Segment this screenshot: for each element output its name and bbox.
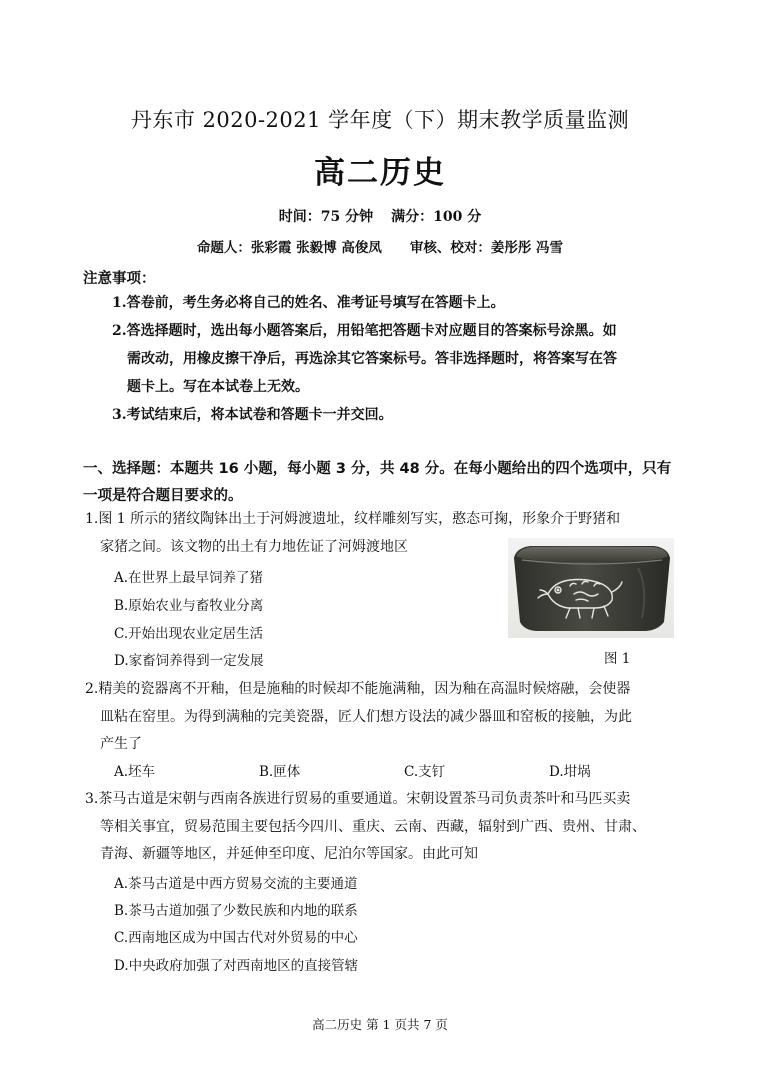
authors-line	[0, 236, 760, 256]
question-2-option-b: B.匣体	[259, 764, 301, 780]
question-2-stem-continued: 产生了	[100, 736, 142, 752]
question-3-stem: 3.茶马古道是宋朝与西南各族进行贸易的重要通道。宋朝设置茶马司负责茶叶和马匹买卖	[85, 791, 631, 807]
notice-item-continued: 题卡上。写在本试卷上无效。	[127, 379, 309, 395]
notice-item: 2.答选择题时，选出每小题答案后，用铅笔把答题卡对应题目的答案标号涂黑。如	[112, 323, 617, 339]
question-1-option-d: D.家畜饲养得到一定发展	[114, 653, 264, 669]
notice-item: 3.考试结束后，将本试卷和答题卡一并交回。	[112, 407, 393, 423]
exam-title: 丹东市 2020-2021 学年度（下）期末教学质量监测	[130, 108, 630, 132]
question-1-option-c: C.开始出现农业定居生活	[114, 626, 264, 642]
question-1-option-a: A.在世界上最早饲养了猪	[114, 570, 264, 586]
question-3-option-d: D.中央政府加强了对西南地区的直接管辖	[114, 958, 359, 974]
time-score-line	[0, 206, 760, 226]
page-footer: 高二历史 第 1 页共 7 页	[312, 1017, 448, 1032]
question-1-option-b: B.原始农业与畜牧业分离	[114, 598, 264, 614]
question-3-stem-continued: 等相关事宜，贸易范围主要包括今四川、重庆、云南、西藏，辐射到广西、贵州、甘肃、	[100, 819, 646, 835]
notice-item-continued: 需改动，用橡皮擦干净后，再选涂其它答案标号。答非选择题时，将答案写在答	[127, 351, 617, 367]
question-2-stem-continued: 皿粘在窑里。为得到满釉的完美瓷器，匠人们想方设法的减少器皿和窑板的接触，为此	[100, 709, 632, 725]
question-3-stem-continued: 青海、新疆等地区，并延伸至印度、尼泊尔等国家。由此可知	[100, 846, 478, 862]
exam-time: 时间：75 分钟	[278, 209, 374, 225]
reviewers: 审核、校对：姜彤彤 冯雪	[409, 240, 564, 256]
figure-1-caption: 图 1	[604, 651, 631, 667]
notice-heading: 注意事项：	[83, 271, 156, 287]
question-2-option-a: A.坯车	[114, 764, 156, 780]
section-heading: 一、选择题：本题共 16 小题，每小题 3 分，共 48 分。在每小题给出的四个选项中，只有	[83, 461, 672, 477]
question-3-option-a: A.茶马古道是中西方贸易交流的主要通道	[114, 876, 358, 892]
question-3-option-c: C.西南地区成为中国古代对外贸易的中心	[114, 930, 358, 946]
question-2-option-d: D.坩埚	[549, 764, 591, 780]
pig-pottery-bowl-image	[508, 538, 674, 638]
question-2-option-c: C.支钉	[404, 764, 446, 780]
question-1-stem-continued: 家猪之间。该文物的出土有力地佐证了河姆渡地区	[100, 539, 408, 555]
question-1-stem: 1.图 1 所示的猪纹陶钵出土于河姆渡遗址，纹样雕刻写实，憨态可掬，形象介于野猪和	[85, 511, 621, 527]
subject-title: 高二历史	[314, 155, 446, 191]
full-score: 满分：100 分	[391, 209, 482, 225]
section-heading-continued: 一项是符合题目要求的。	[83, 488, 243, 504]
notice-item: 1.答卷前，考生务必将自己的姓名、准考证号填写在答题卡上。	[112, 295, 505, 311]
pig-pottery-bowl-illustration	[508, 538, 674, 638]
question-3-option-b: B.茶马古道加强了少数民族和内地的联系	[114, 903, 358, 919]
question-authors: 命题人：张彩霞 张毅博 高俊凤	[196, 240, 382, 256]
question-2-stem: 2.精美的瓷器离不开釉，但是施釉的时候却不能施满釉，因为釉在高温时候熔融，会使器	[85, 681, 631, 697]
